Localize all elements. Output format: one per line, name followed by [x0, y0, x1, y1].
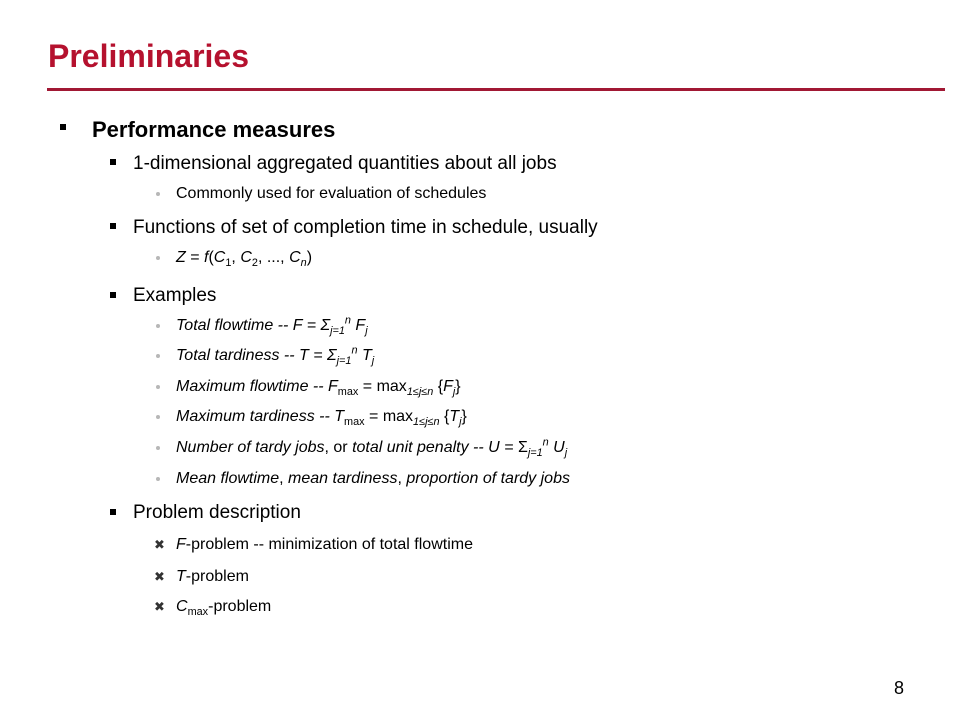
cross-bullet-icon: ✖ — [154, 569, 165, 584]
dot-bullet-icon — [156, 256, 160, 260]
page-title: Preliminaries — [48, 38, 249, 74]
dot-bullet-icon — [156, 446, 160, 450]
page-number: 8 — [893, 678, 904, 698]
bullet-evaluation: Commonly used for evaluation of schedules — [176, 185, 487, 202]
square-bullet-icon — [110, 292, 116, 298]
problem-t: T-problem — [176, 568, 249, 585]
bullet-examples: Examples — [133, 285, 217, 306]
title-underline — [47, 88, 945, 91]
dot-bullet-icon — [156, 324, 160, 328]
dot-bullet-icon — [156, 415, 160, 419]
heading-performance-measures: Performance measures — [92, 117, 336, 142]
dot-bullet-icon — [156, 354, 160, 358]
cross-bullet-icon: ✖ — [154, 599, 165, 614]
example-mean: Mean flowtime, mean tardiness, proportion of tardy jobs — [176, 470, 570, 487]
example-max-tardiness: Maximum tardiness -- $T_{max} = \max_{1\le j\le n} \{T_j\}$ — [176, 408, 467, 429]
square-bullet-icon — [60, 124, 66, 130]
cross-bullet-icon: ✖ — [154, 537, 165, 552]
problem-f: F-problem -- minimization of total flowtime — [176, 536, 473, 553]
example-tardy-jobs: Number of tardy jobs, or total unit penalty -- $U = \Sigma_{j=1}^n$ $U_j$ — [176, 436, 568, 460]
bullet-problem-description: Problem description — [133, 502, 301, 523]
z-formula: $Z = f(C_1$, $C_2$, ..., $C_n$) — [176, 249, 313, 270]
problem-cmax: $C_{max}$-problem — [176, 598, 272, 619]
square-bullet-icon — [110, 223, 116, 229]
dot-bullet-icon — [156, 385, 160, 389]
bullet-aggregated-quantities: 1-dimensional aggregated quantities about all jobs — [133, 153, 557, 174]
bullet-functions: Functions of set of completion time in schedule, usually — [133, 217, 598, 238]
example-total-flowtime: Total flowtime -- $F = \Sigma_{j=1}^n$ $F_j$ — [176, 314, 368, 338]
square-bullet-icon — [110, 159, 116, 165]
dot-bullet-icon — [156, 477, 160, 481]
dot-bullet-icon — [156, 192, 160, 196]
example-total-tardiness: Total tardiness -- $T = \Sigma_{j=1}^n$ $T_j$ — [176, 344, 375, 368]
square-bullet-icon — [110, 509, 116, 515]
example-max-flowtime: Maximum flowtime -- $F_{max} = \max_{1\le j\le n} \{F_j\}$ — [176, 378, 461, 399]
